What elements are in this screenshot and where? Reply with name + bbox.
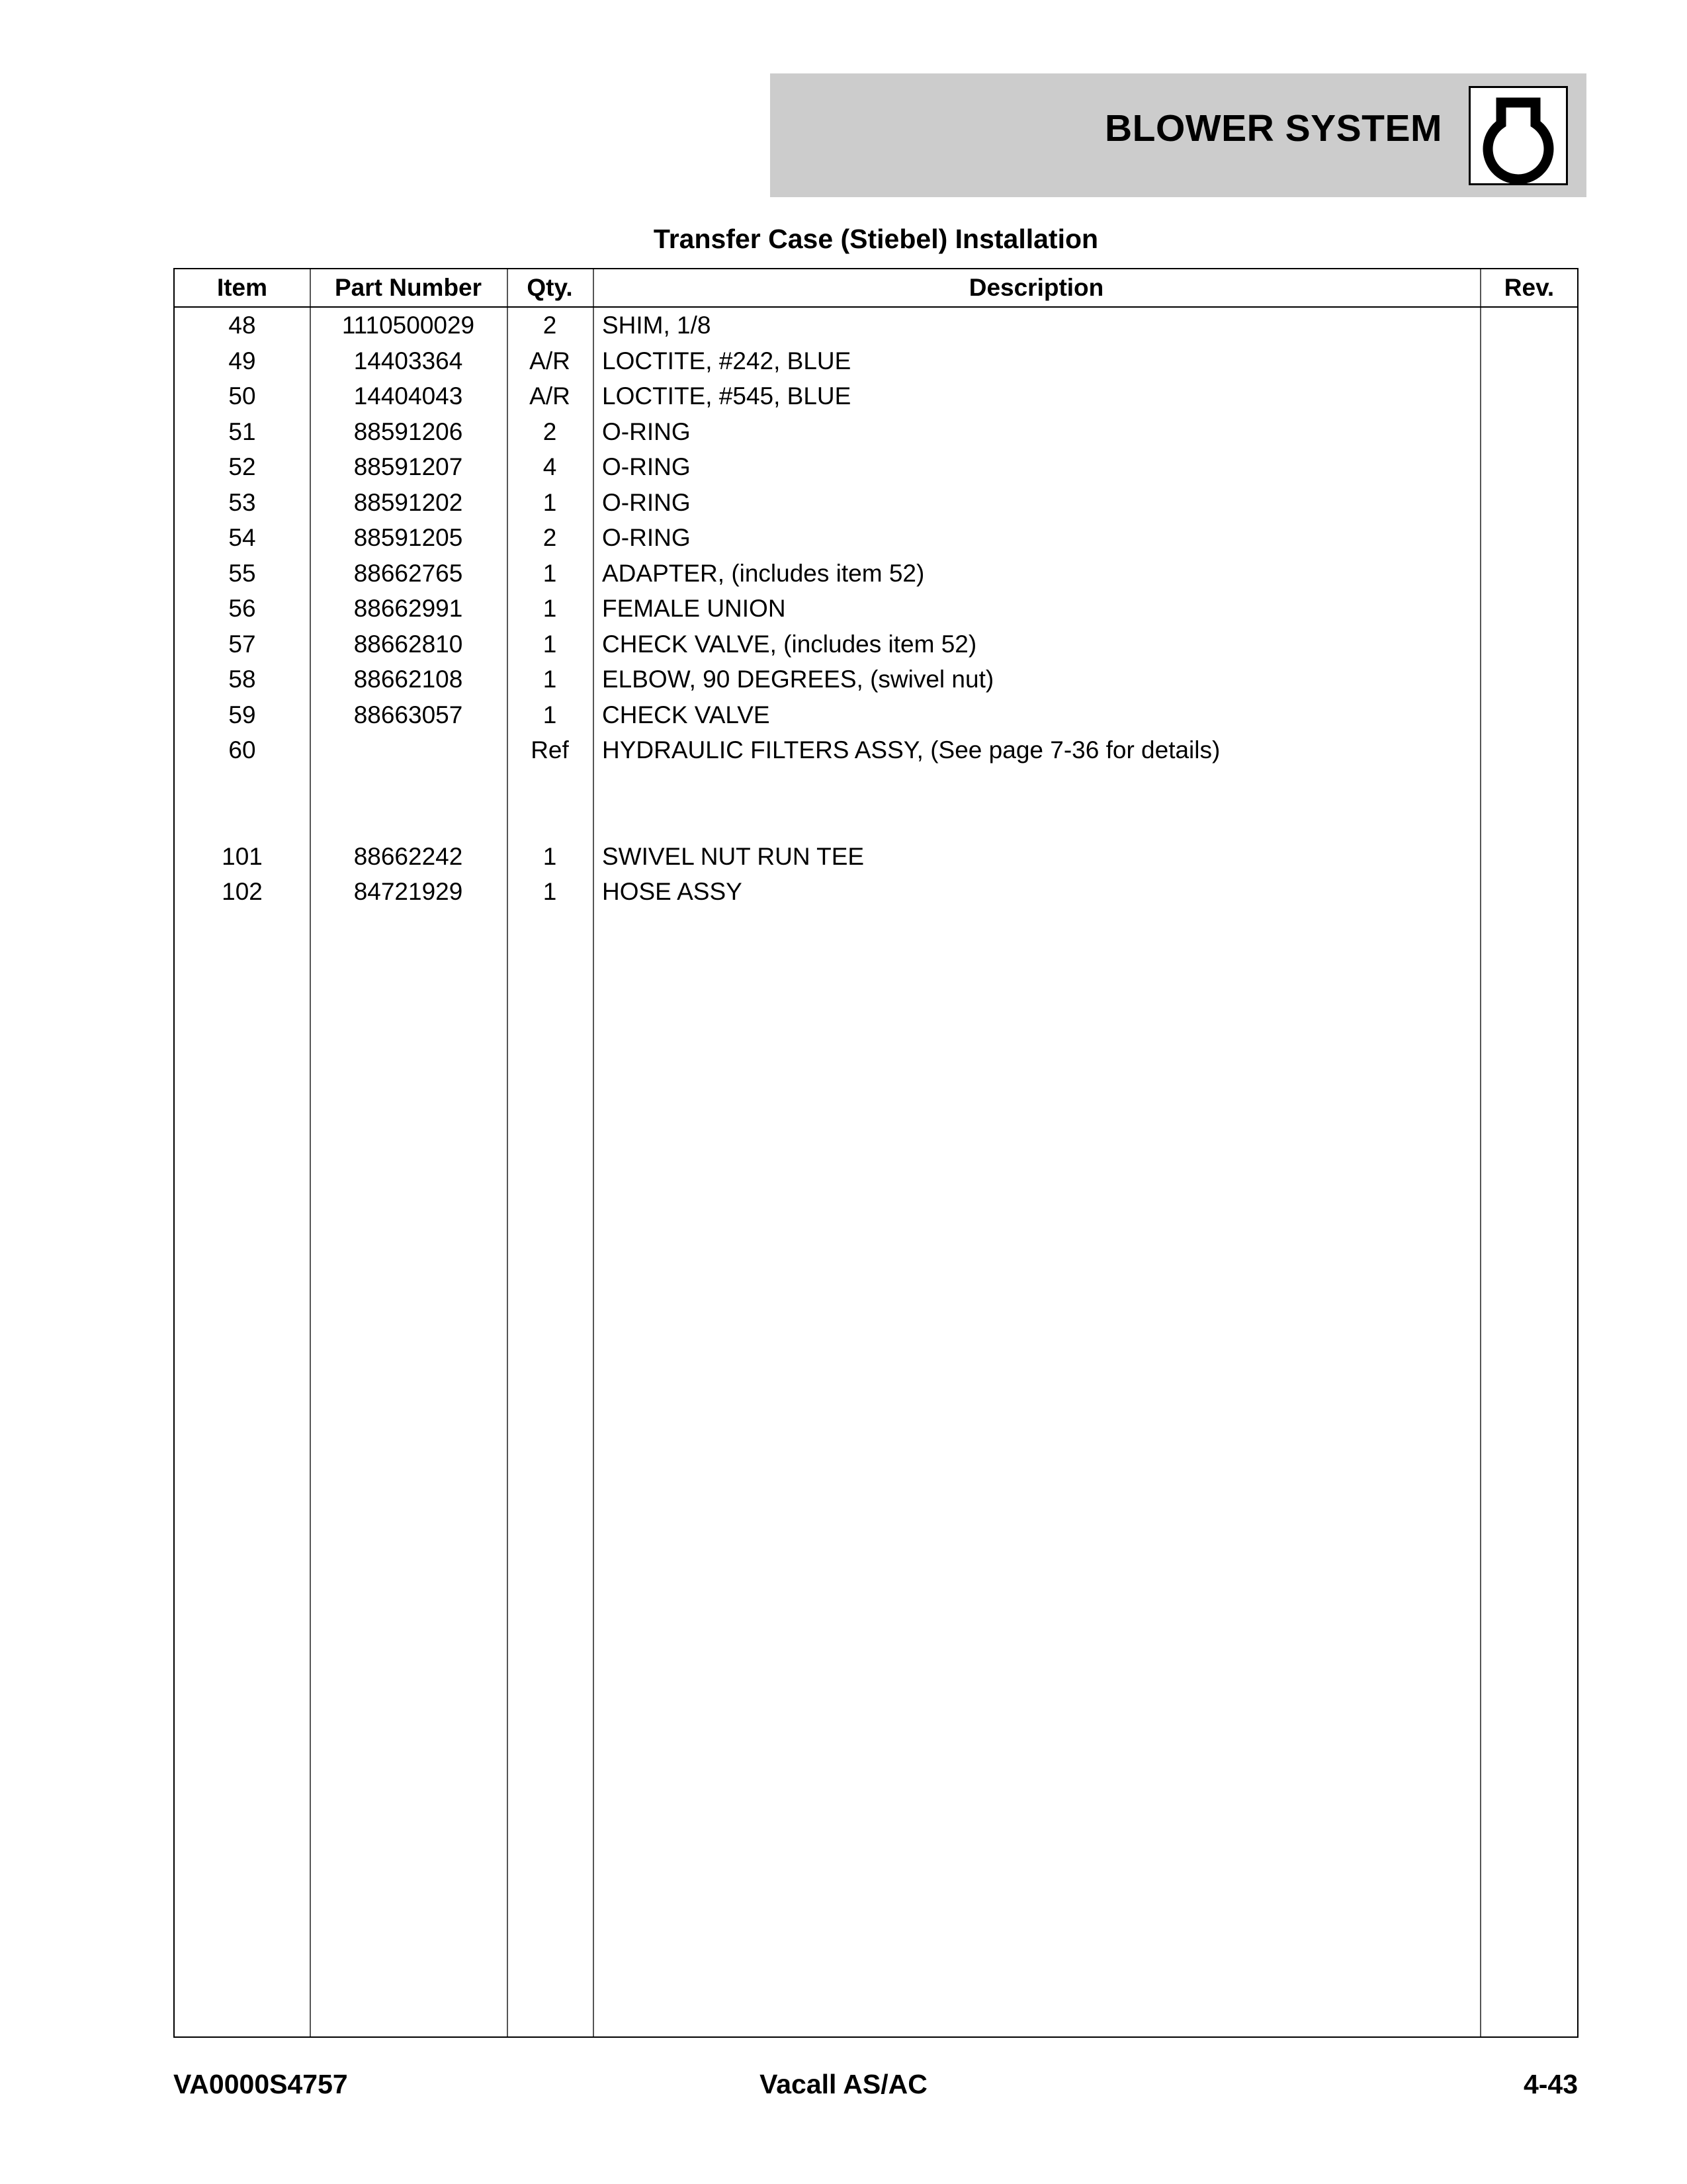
description-cell: LOCTITE, #545, BLUE xyxy=(602,382,851,410)
blower-system-icon xyxy=(1469,86,1568,185)
item-cell: 58 xyxy=(228,666,256,693)
column-header-part-number: Part Number xyxy=(334,274,482,301)
footer-product: Vacall AS/AC xyxy=(759,2069,928,2099)
item-cell: 51 xyxy=(228,417,256,445)
description-cell: CHECK VALVE, (includes item 52) xyxy=(602,630,977,658)
table-row xyxy=(175,874,1577,910)
description-cell: O-RING xyxy=(602,488,691,516)
table-body xyxy=(175,308,1577,910)
item-cell: 50 xyxy=(228,382,256,410)
item-cell: 101 xyxy=(222,842,263,870)
qty-cell: 1 xyxy=(542,595,557,622)
item-cell: 52 xyxy=(228,453,256,480)
part-number-cell: 88663057 xyxy=(353,701,463,728)
description-cell: O-RING xyxy=(602,453,691,480)
item-cell: 57 xyxy=(228,630,256,658)
qty-cell: 1 xyxy=(542,842,557,870)
part-number-cell: 88591207 xyxy=(353,453,463,480)
part-number-cell xyxy=(310,732,507,768)
item-cell: 54 xyxy=(228,524,256,551)
rev-cell xyxy=(1480,343,1579,379)
qty-cell: 1 xyxy=(542,488,557,516)
part-number-cell: 14403364 xyxy=(353,347,463,374)
part-number-cell: 88662991 xyxy=(353,595,463,622)
part-number-cell: 84721929 xyxy=(353,878,463,905)
table-row xyxy=(175,591,1577,627)
qty-cell: 4 xyxy=(542,453,557,480)
part-number-cell: 88591202 xyxy=(353,488,463,516)
description-cell: SHIM, 1/8 xyxy=(602,312,711,339)
rev-cell xyxy=(1480,697,1579,733)
rev-cell xyxy=(1480,662,1579,697)
description-cell: LOCTITE, #242, BLUE xyxy=(602,347,851,374)
table-title: Transfer Case (Stiebel) Installation xyxy=(653,224,1099,254)
item-cell: 102 xyxy=(222,878,263,905)
qty-cell: 1 xyxy=(542,701,557,728)
rev-cell xyxy=(1480,308,1579,343)
rev-cell xyxy=(1480,874,1579,910)
table-row xyxy=(175,343,1577,379)
qty-cell: 1 xyxy=(542,559,557,587)
rev-cell xyxy=(1480,732,1579,768)
qty-cell: 2 xyxy=(542,312,557,339)
part-number-cell: 88662242 xyxy=(353,842,463,870)
rev-cell xyxy=(1480,378,1579,414)
part-number-cell: 88662765 xyxy=(353,559,463,587)
table-row xyxy=(175,520,1577,556)
column-header-description: Description xyxy=(969,274,1104,301)
description-cell: ADAPTER, (includes item 52) xyxy=(602,559,925,587)
qty-cell: 1 xyxy=(542,630,557,658)
description-cell: HOSE ASSY xyxy=(602,878,742,905)
item-cell: 49 xyxy=(228,347,256,374)
footer-page-number: 4-43 xyxy=(1523,2069,1578,2099)
qty-cell: A/R xyxy=(529,382,570,410)
table-row xyxy=(175,697,1577,733)
table-row xyxy=(175,627,1577,662)
part-number-cell: 88662108 xyxy=(353,666,463,693)
table-row-spacer xyxy=(175,803,1577,839)
rev-cell xyxy=(1480,414,1579,450)
table-row xyxy=(175,449,1577,485)
qty-cell: 2 xyxy=(542,524,557,551)
part-number-cell: 88591205 xyxy=(353,524,463,551)
item-cell: 56 xyxy=(228,595,256,622)
table-row xyxy=(175,556,1577,591)
qty-cell: 2 xyxy=(542,417,557,445)
blower-system-icon-graphic xyxy=(1471,88,1566,183)
column-header-item: Item xyxy=(216,274,268,301)
part-number-cell: 88662810 xyxy=(353,630,463,658)
table-row xyxy=(175,414,1577,450)
section-title: BLOWER SYSTEM xyxy=(1104,107,1442,150)
part-number-cell: 88591206 xyxy=(353,417,463,445)
qty-cell: A/R xyxy=(529,347,570,374)
footer-doc-number: VA0000S4757 xyxy=(173,2069,348,2099)
item-cell: 55 xyxy=(228,559,256,587)
qty-cell: 1 xyxy=(542,666,557,693)
table-row xyxy=(175,662,1577,697)
description-cell: FEMALE UNION xyxy=(602,595,786,622)
table-row xyxy=(175,308,1577,343)
column-header-qty: Qty. xyxy=(527,274,573,301)
rev-cell xyxy=(1480,627,1579,662)
table-row xyxy=(175,839,1577,875)
item-cell: 60 xyxy=(228,736,256,764)
table-row xyxy=(175,378,1577,414)
rev-cell xyxy=(1480,839,1579,875)
qty-cell: 1 xyxy=(542,878,557,905)
description-cell: CHECK VALVE xyxy=(602,701,770,728)
rev-cell xyxy=(1480,520,1579,556)
table-row xyxy=(175,732,1577,768)
description-cell: O-RING xyxy=(602,524,691,551)
item-cell: 48 xyxy=(228,312,256,339)
parts-table xyxy=(173,268,1579,2038)
description-cell: HYDRAULIC FILTERS ASSY, (See page 7-36 for details) xyxy=(602,736,1221,764)
part-number-cell: 1110500029 xyxy=(341,312,475,339)
table-row xyxy=(175,485,1577,521)
rev-cell xyxy=(1480,449,1579,485)
rev-cell xyxy=(1480,591,1579,627)
description-cell: ELBOW, 90 DEGREES, (swivel nut) xyxy=(602,666,994,693)
section-header xyxy=(770,73,1586,197)
description-cell: O-RING xyxy=(602,417,691,445)
rev-cell xyxy=(1480,556,1579,591)
rev-cell xyxy=(1480,485,1579,521)
table-row-spacer xyxy=(175,768,1577,804)
description-cell: SWIVEL NUT RUN TEE xyxy=(602,842,865,870)
item-cell: 53 xyxy=(228,488,256,516)
item-cell: 59 xyxy=(228,701,256,728)
column-header-rev: Rev. xyxy=(1504,274,1555,301)
part-number-cell: 14404043 xyxy=(353,382,463,410)
qty-cell: Ref xyxy=(531,736,569,764)
